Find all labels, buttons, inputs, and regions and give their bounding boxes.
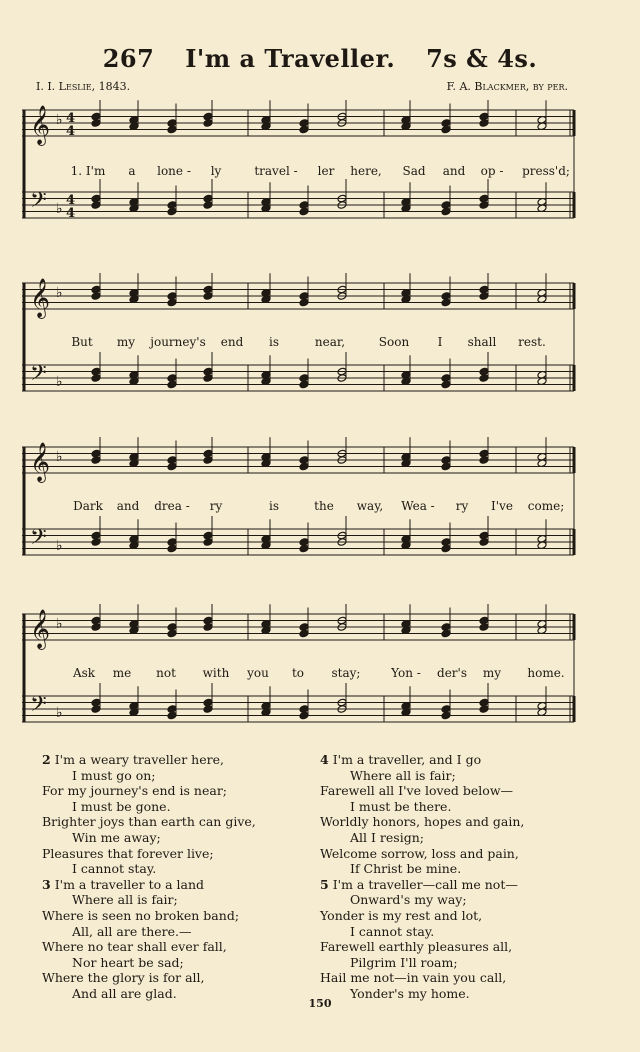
- lyric-syllable: shall: [467, 335, 497, 349]
- lyric-syllable: here,: [350, 164, 382, 178]
- verse-text: All, all are there.—: [72, 923, 192, 939]
- note-head: [441, 125, 451, 134]
- verse-text: Farewell earthly pleasures all,: [320, 939, 513, 955]
- music-system-2: [22, 273, 582, 418]
- note-head: [91, 456, 101, 465]
- note-head: [91, 374, 101, 383]
- verse-number: 3: [42, 876, 51, 892]
- verse-line: [42, 814, 312, 830]
- verse-text: I'm a weary traveller here,: [54, 752, 224, 767]
- lyric-syllable: ry: [455, 499, 469, 513]
- note-head: [479, 292, 489, 301]
- note-head: [441, 207, 451, 216]
- verse-line: [320, 799, 590, 815]
- verse-line: [42, 970, 312, 986]
- treble-clef-icon: 𝄞: [30, 105, 51, 145]
- flat-icon: ♭: [56, 201, 63, 217]
- verse-text: Yonder is my rest and lot,: [320, 907, 483, 923]
- verse-text: Onward's my way;: [350, 892, 467, 908]
- bass-clef-icon: 𝄢: [30, 692, 47, 722]
- lyric-syllable: my: [116, 335, 136, 349]
- lyric-syllable: But: [71, 335, 93, 349]
- verse-text: Yonder's my home.: [350, 985, 470, 1001]
- note-head: [479, 374, 489, 383]
- lyric-syllable: drea -: [154, 499, 190, 513]
- verse-line: [320, 877, 590, 893]
- treble-clef-icon: 𝄞: [30, 609, 51, 649]
- verse-line: [320, 783, 590, 799]
- verse-line: [320, 939, 590, 955]
- note-head: [91, 201, 101, 210]
- lyric-syllable: to: [291, 666, 305, 680]
- verse-line: [42, 939, 312, 955]
- verse-text: I must go on;: [72, 767, 156, 783]
- lyric-syllable: 1. I'm: [70, 164, 106, 178]
- lyric-syllable: Soon: [378, 335, 410, 349]
- music-system-1: [22, 100, 582, 245]
- treble-clef-icon: 𝄞: [30, 442, 51, 482]
- lyrics-line-1: [22, 164, 582, 182]
- note-head: [299, 711, 309, 720]
- lyric-syllable: Sad: [402, 164, 426, 178]
- verse-line: [320, 892, 590, 908]
- note-head: [441, 711, 451, 720]
- verse-line: [320, 908, 590, 924]
- note-head: [203, 623, 213, 632]
- lyric-syllable: rest.: [518, 335, 546, 349]
- verse-line: [42, 830, 312, 846]
- note-head: [441, 298, 451, 307]
- verse-number: 5: [320, 876, 329, 892]
- verse-number: 4: [320, 752, 329, 767]
- verse-line: [320, 970, 590, 986]
- verse-stanza: [42, 752, 312, 877]
- hymn-title: I'm a Traveller.: [185, 44, 396, 73]
- verse-line: [320, 814, 590, 830]
- note-head: [203, 119, 213, 128]
- lyric-syllable: a: [128, 164, 136, 178]
- lyric-syllable: the: [314, 499, 334, 513]
- note-head: [203, 292, 213, 301]
- verse-line: [42, 846, 312, 862]
- lyric-syllable: with: [202, 666, 230, 680]
- note-head: [479, 456, 489, 465]
- flat-icon: ♭: [56, 538, 63, 554]
- note-head: [299, 462, 309, 471]
- note-head: [441, 380, 451, 389]
- verse-text: Win me away;: [72, 829, 161, 845]
- flat-icon: ♭: [56, 705, 63, 721]
- note-head: [167, 544, 177, 553]
- note-head: [299, 125, 309, 134]
- lyrics-line-4: [22, 666, 582, 684]
- lyric-syllable: and: [442, 164, 466, 178]
- hymn-meter: 7s & 4s.: [426, 44, 538, 73]
- lyric-syllable: press'd;: [522, 164, 570, 178]
- verse-text: And all are glad.: [72, 985, 177, 1001]
- verse-number: 2: [42, 752, 51, 767]
- lyric-syllable: not: [156, 666, 176, 680]
- note-head: [441, 544, 451, 553]
- lyric-syllable: me: [112, 666, 132, 680]
- verse-text: If Christ be mine.: [350, 861, 462, 877]
- note-head: [167, 125, 177, 134]
- hymn-title-line: [0, 44, 640, 73]
- lyric-syllable: home.: [527, 666, 565, 680]
- verse-line: [42, 924, 312, 940]
- verse-text: Nor heart be sad;: [72, 954, 184, 970]
- lyric-syllable: Wea -: [401, 499, 435, 513]
- verse-text: I'm a traveller, and I go: [332, 752, 482, 767]
- flat-icon: ♭: [56, 616, 63, 632]
- verse-line: [42, 877, 312, 893]
- note-head: [203, 705, 213, 714]
- lyric-syllable: you: [247, 666, 269, 680]
- verses-column-left: [42, 752, 312, 1002]
- time-signature-bottom: 4: [66, 124, 76, 139]
- verse-line: [42, 783, 312, 799]
- time-signature-top: 4: [66, 193, 76, 208]
- lyric-syllable: op -: [480, 164, 504, 178]
- lyrics-line-2: [22, 335, 582, 353]
- note-head: [299, 380, 309, 389]
- note-head: [203, 201, 213, 210]
- verse-line: [42, 908, 312, 924]
- lyric-syllable: Ask: [72, 666, 96, 680]
- verse-text: For my journey's end is near;: [42, 783, 228, 799]
- verse-stanza: [320, 877, 590, 1002]
- verse-text: I'm a traveller to a land: [54, 876, 205, 892]
- lyric-syllable: is: [269, 335, 279, 349]
- note-head: [299, 207, 309, 216]
- lyric-syllable: way,: [356, 499, 384, 513]
- lyric-syllable: is: [269, 499, 279, 513]
- verse-line: [320, 955, 590, 971]
- note-head: [91, 538, 101, 547]
- note-head: [203, 456, 213, 465]
- note-head: [203, 374, 213, 383]
- verse-line: [320, 768, 590, 784]
- verse-text: Hail me not—in vain you call,: [320, 970, 507, 986]
- verse-text: Welcome sorrow, loss and pain,: [320, 845, 519, 861]
- verse-text: Where the glory is for all,: [42, 970, 205, 986]
- verse-stanza: [42, 877, 312, 1002]
- hymn-number: 267: [102, 44, 155, 73]
- note-head: [479, 705, 489, 714]
- verse-line: [42, 752, 312, 768]
- note-head: [91, 292, 101, 301]
- lyrics-line-3: [22, 499, 582, 517]
- verse-text: Where all is fair;: [72, 892, 178, 908]
- lyric-syllable: Yon -: [391, 666, 421, 680]
- verse-line: [42, 799, 312, 815]
- lyric-syllable: my: [482, 666, 502, 680]
- flat-icon: ♭: [56, 112, 63, 128]
- lyric-syllable: ly: [210, 164, 222, 178]
- lyric-syllable: I've: [491, 499, 513, 513]
- verse-text: Farewell all I've loved below—: [320, 783, 514, 799]
- verse-text: Where no tear shall ever fall,: [42, 939, 227, 955]
- lyric-syllable: near,: [314, 335, 346, 349]
- verse-text: Where all is fair;: [350, 767, 456, 783]
- note-head: [299, 298, 309, 307]
- verse-line: [42, 955, 312, 971]
- verse-line: [320, 752, 590, 768]
- note-head: [299, 629, 309, 638]
- note-head: [167, 629, 177, 638]
- note-head: [91, 623, 101, 632]
- verse-text: Where is seen no broken band;: [42, 907, 240, 923]
- flat-icon: ♭: [56, 285, 63, 301]
- verse-text: I cannot stay.: [72, 861, 157, 877]
- bass-clef-icon: 𝄢: [30, 188, 47, 218]
- verse-line: [42, 892, 312, 908]
- verse-text: Pilgrim I'll roam;: [350, 954, 458, 970]
- note-head: [441, 462, 451, 471]
- verse-line: [320, 846, 590, 862]
- verse-text: Pleasures that forever live;: [42, 845, 214, 861]
- flat-icon: ♭: [56, 449, 63, 465]
- bass-clef-icon: 𝄢: [30, 525, 47, 555]
- lyric-syllable: travel -: [254, 164, 298, 178]
- note-head: [167, 711, 177, 720]
- lyric-syllable: end: [220, 335, 244, 349]
- note-head: [167, 380, 177, 389]
- verse-line: [42, 861, 312, 877]
- verse-line: [42, 768, 312, 784]
- note-head: [479, 538, 489, 547]
- flat-icon: ♭: [56, 374, 63, 390]
- time-signature-bottom: 4: [66, 206, 76, 221]
- lyric-syllable: Dark: [73, 499, 103, 513]
- note-head: [479, 201, 489, 210]
- music-system-3: [22, 437, 582, 582]
- verse-line: [320, 924, 590, 940]
- note-head: [203, 538, 213, 547]
- verse-line: [320, 861, 590, 877]
- lyric-syllable: ler: [317, 164, 335, 178]
- treble-clef-icon: 𝄞: [30, 278, 51, 318]
- lyric-syllable: I: [437, 335, 443, 349]
- note-head: [167, 462, 177, 471]
- lyric-syllable: ry: [209, 499, 223, 513]
- lyric-syllable: lone -: [157, 164, 191, 178]
- note-head: [299, 544, 309, 553]
- lyric-syllable: come;: [527, 499, 565, 513]
- lyric-syllable: stay;: [331, 666, 361, 680]
- verse-line: [320, 830, 590, 846]
- lyric-syllable: der's: [437, 666, 467, 680]
- note-head: [167, 298, 177, 307]
- note-head: [91, 705, 101, 714]
- verse-text: I'm a traveller—call me not—: [332, 876, 518, 892]
- verse-text: I must be there.: [350, 798, 452, 814]
- note-head: [91, 119, 101, 128]
- time-signature-top: 4: [66, 111, 76, 126]
- verse-text: All I resign;: [350, 829, 424, 845]
- note-head: [479, 623, 489, 632]
- note-head: [441, 629, 451, 638]
- verse-text: I cannot stay.: [350, 923, 435, 939]
- page-number: 150: [308, 997, 332, 1010]
- verse-text: Brighter joys than earth can give,: [42, 814, 256, 830]
- verse-stanza: [320, 752, 590, 877]
- lyric-syllable: journey's: [150, 335, 206, 349]
- verse-text: Worldly honors, hopes and gain,: [320, 814, 525, 830]
- note-head: [167, 207, 177, 216]
- lyricist-credit: I. I. Leslie, 1843.: [36, 80, 131, 93]
- bass-clef-icon: 𝄢: [30, 361, 47, 391]
- composer-credit: F. A. Blackmer, by per.: [446, 80, 568, 93]
- lyric-syllable: and: [116, 499, 140, 513]
- verse-text: I must be gone.: [72, 798, 171, 814]
- music-system-4: [22, 604, 582, 749]
- note-head: [479, 119, 489, 128]
- verses-column-right: [320, 752, 590, 1002]
